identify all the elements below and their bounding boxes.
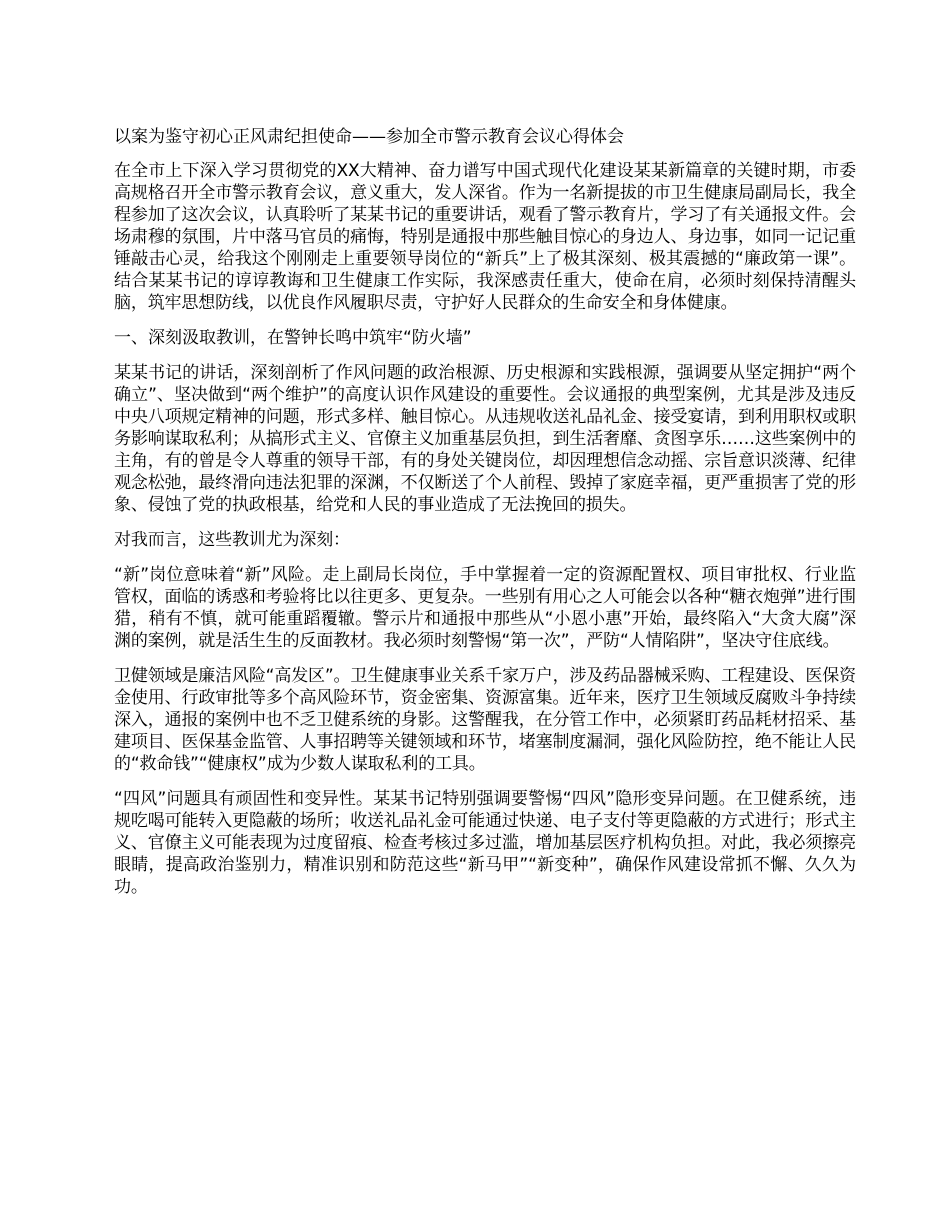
- section-paragraph: “四风”问题具有顽固性和变异性。某某书记特别强调要警惕“四风”隐形变异问题。在卫健系统，违规吃喝可能转入更隐蔽的场所；收送礼品礼金可能通过快递、电子支付等更隐蔽的方式进行；形式主义、官僚主义可能表现为过度留痕、检查考核过多过滥，增加基层医疗机构负担。对此，我必须擦亮眼睛，提高政治鉴别力，精准识别和防范这些“新马甲”“新变种”，确保作风建设常抓不懈、久久为功。: [114, 789, 856, 897]
- document-title: 以案为鉴守初心正风肃纪担使命——参加全市警示教育会议心得体会: [114, 127, 624, 147]
- section-paragraph: 对我而言，这些教训尤为深刻：: [114, 530, 350, 550]
- section-paragraph: 某某书记的讲话，深刻剖析了作风问题的政治根源、历史根源和实践根源，强调要从坚定拥护“两个确立”、坚决做到“两个维护”的高度认识作风建设的重要性。会议通报的典型案例，尤其是涉及违反中央八项规定精神的问题，形式多样、触目惊心。从违规收送礼品礼金、接受宴请，到利用职权或职务影响谋取私利；从搞形式主义、官僚主义加重基层负担，到生活奢靡、贪图享乐……这些案例中的主角，有的曾是令人尊重的领导干部，有的身处关键岗位，却因理想信念动摇、宗旨意识淡薄、纪律观念松弛，最终滑向违法犯罪的深渊，不仅断送了个人前程、毁掉了家庭幸福，更严重损害了党的形象、侵蚀了党的执政根基，给党和人民的事业造成了无法挽回的损失。: [114, 363, 856, 515]
- section-paragraph: 卫健领域是廉洁风险“高发区”。卫生健康事业关系千家万户，涉及药品器械采购、工程建设、医保资金使用、行政审批等多个高风险环节，资金密集、资源富集。近年来，医疗卫生领域反腐败斗争持续深入，通报的案例中也不乏卫健系统的身影。这警醒我，在分管工作中，必须紧盯药品耗材招采、基建项目、医保基金监管、人事招聘等关键领域和环节，堵塞制度漏洞，强化风险防控，绝不能让人民的“救命钱”“健康权”成为少数人谋取私利的工具。: [114, 666, 856, 774]
- document-page: [114, 126, 856, 911]
- intro-paragraph: 在全市上下深入学习贯彻党的XX大精神、奋力谱写中国式现代化建设某某新篇章的关键时期，市委高规格召开全市警示教育会议，意义重大，发人深省。作为一名新提拔的市卫生健康局副局长，我全程参加了这次会议，认真聆听了某某书记的重要讲话，观看了警示教育片，学习了有关通报文件。会场肃穆的氛围，片中落马官员的痛悔，特别是通报中那些触目惊心的身边人、身边事，如同一记记重锤敲击心灵，给我这个刚刚走上重要领导岗位的“新兵”上了极其深刻、极其震撼的“廉政第一课”。结合某某书记的谆谆教诲和卫生健康工作实际，我深感责任重大，使命在肩，必须时刻保持清醒头脑，筑牢思想防线，以优良作风履职尽责，守护好人民群众的生命安全和身体健康。: [114, 161, 856, 313]
- section-paragraph: “新”岗位意味着“新”风险。走上副局长岗位，手中掌握着一定的资源配置权、项目审批权、行业监管权，面临的诱惑和考验将比以往更多、更复杂。一些别有用心之人可能会以各种“糖衣炮弹”进行围猎，稍有不慎，就可能重蹈覆辙。警示片和通报中那些从“小恩小惠”开始，最终陷入“大贪大腐”深渊的案例，就是活生生的反面教材。我必须时刻警惕“第一次”，严防“人情陷阱”，坚决守住底线。: [114, 565, 856, 651]
- section-heading: 一、深刻汲取教训，在警钟长鸣中筑牢“防火墙”: [114, 328, 472, 348]
